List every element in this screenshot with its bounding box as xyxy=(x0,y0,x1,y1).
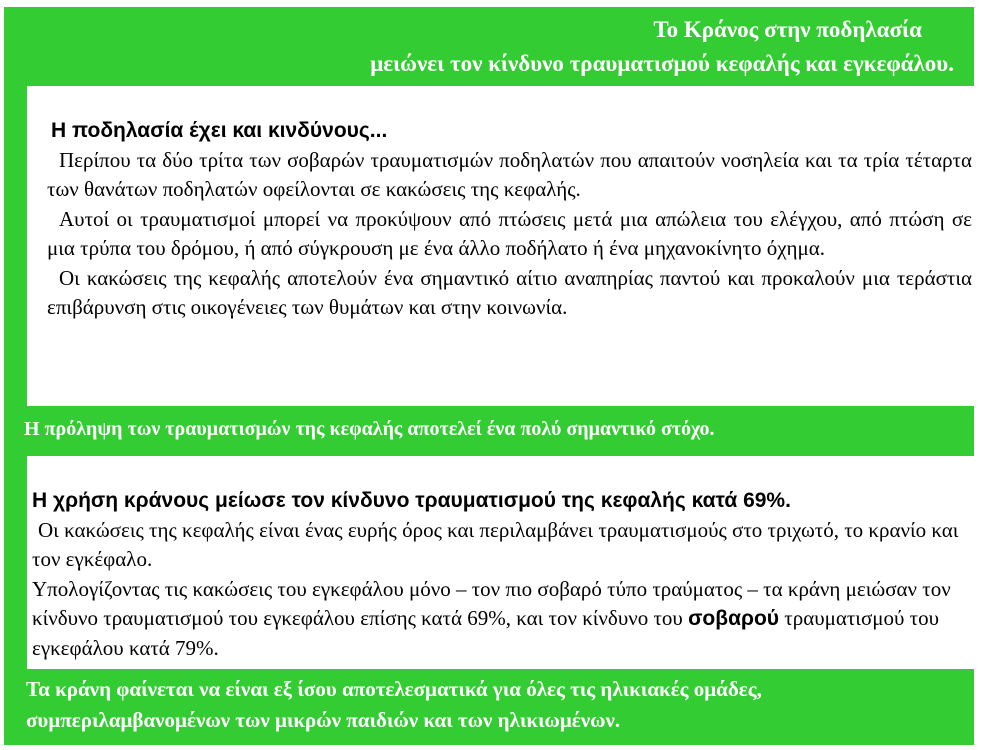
section-risks xyxy=(27,86,974,406)
para-2-text-a: Υπολογίζοντας τις κακώσεις του εγκεφάλου μόνο – τον πιο σοβαρό τύπο τραύματος – τα κράνη μειώσαν τον κίνδυνο τραυματισμού του εγκεφάλου επίσης κατά 69%, και τον κίνδυνο του xyxy=(32,576,951,630)
footer-banner xyxy=(4,669,974,745)
prevention-banner-text: Η πρόληψη των τραυματισμών της κεφαλής αποτελεί ένα πολύ σημαντικό στόχο. xyxy=(24,418,715,440)
section-helmet-para-1: Οι κακώσεις της κεφαλής είναι ένας ευρής όρος και περιλαμβάνει τραυματισμούς στο τριχωτό, το κρανίο και τον εγκέφαλο. xyxy=(32,517,959,571)
title-line-1: Το Κράνος στην ποδηλασία xyxy=(653,17,922,42)
section-risks-heading: Η ποδηλασία έχει και κινδύνους... xyxy=(51,119,388,142)
para-2-text-b: τραυματισμού του εγκεφάλου κατά 79%. xyxy=(32,606,940,660)
section-helmet-effect xyxy=(27,456,974,669)
section-risks-para-3: Οι κακώσεις της κεφαλής αποτελούν ένα σημαντικό αίτιο αναπηρίας παντού και προκαλούν μια τεράστια επιβάρυνση στις οικογένειες των θυμάτων και στην κοινωνία. xyxy=(47,265,972,319)
section-helmet-heading: Η χρήση κράνους μείωσε τον κίνδυνο τραυματισμού της κεφαλής κατά 69%. xyxy=(32,489,791,512)
footer-line-1: Τα κράνη φαίνεται να είναι εξ ίσου αποτελεσματικά για όλες τις ηλικιακές ομάδες, xyxy=(26,677,762,701)
footer-line-2: συμπεριλαμβανομένων των μικρών παιδιών και των ηλικιωμένων. xyxy=(26,708,621,732)
section-helmet-para-2 xyxy=(32,575,972,664)
section-risks-para-2: Αυτοί οι τραυματισμοί μπορεί να προκύψουν από πτώσεις μετά μια απώλεια του ελέγχου, από πτώση σε μια τρύπα του δρόμου, ή από σύγκρουση με ένα άλλο ποδήλατο ή ένα μηχανοκίνητο όχημα. xyxy=(47,206,972,260)
title-line-2: μειώνει τον κίνδυνο τραυματισμού κεφαλής και εγκεφάλου. xyxy=(370,51,954,76)
left-green-border xyxy=(4,7,27,745)
title-banner xyxy=(27,7,974,86)
para-2-bold-word: σοβαρού xyxy=(688,607,780,630)
prevention-banner xyxy=(4,406,974,456)
section-risks-para-1: Περίπου τα δύο τρίτα των σοβαρών τραυματισμών ποδηλατών που απαιτούν νοσηλεία και τα τρία τέταρτα των θανάτων ποδηλατών οφείλονται σε κακώσεις της κεφαλής. xyxy=(47,147,972,201)
